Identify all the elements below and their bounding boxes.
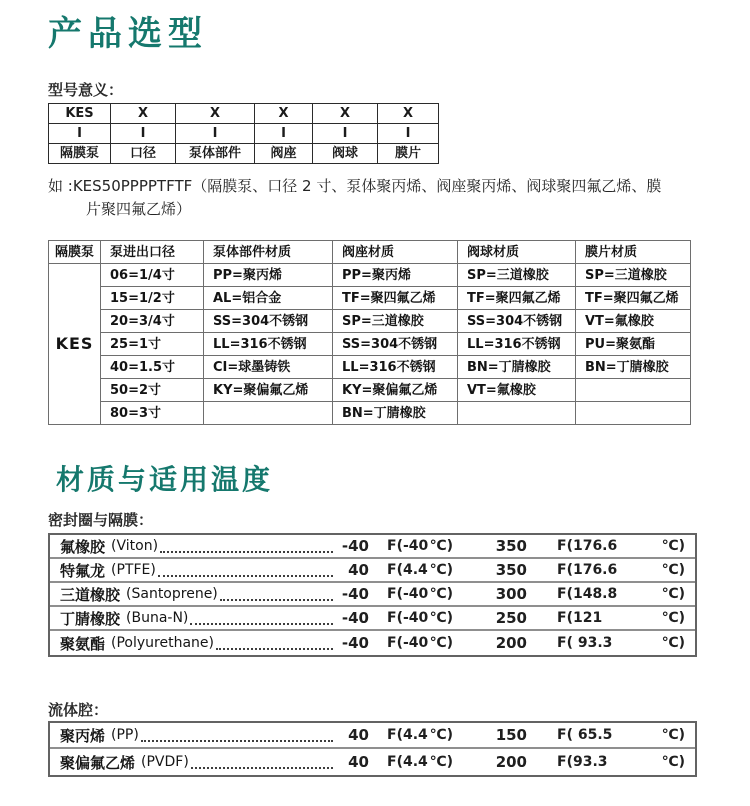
ball-material-cell: TF=聚四氟乙烯 [458,287,576,310]
temp-value: F(176.6 [557,538,618,554]
temp-unit: ℃) [429,538,453,554]
column-header-body-material: 泵体部件材质 [204,241,333,264]
model-code-cell: X [255,104,313,124]
material-name-en: (PVDF) [141,754,189,770]
connector-cell: I [313,124,378,144]
material-name-cn: 聚丙烯 [60,726,106,745]
model-code-row [49,104,439,124]
selection-row [49,402,691,425]
seal-diaphragm-label: 密封圈与隔膜： [48,511,154,529]
temp-unit: ℃) [429,754,453,770]
seat-material-cell: SS=304不锈钢 [333,333,458,356]
temp-row-viton [50,535,695,559]
fluid-temp-table [48,721,697,777]
seat-material-cell: LL=316不锈钢 [333,356,458,379]
connector-cell: I [176,124,255,144]
min-temp-f: -40 [341,609,369,627]
temp-value: F(148.8 [557,586,618,602]
model-example-line2: 片聚四氟乙烯） [86,200,192,218]
temp-unit: ℃) [429,586,453,602]
material-name-en: (PP) [111,727,139,743]
temp-value: F(-40 [387,610,429,626]
selection-row [49,379,691,402]
body-material-cell [204,402,333,425]
max-temp-f: 200 [495,634,527,652]
temp-value: F(176.6 [557,562,618,578]
min-temp-f: -40 [341,585,369,603]
seat-material-cell: TF=聚四氟乙烯 [333,287,458,310]
dot-leader [141,729,333,742]
temp-unit: ℃) [661,754,685,770]
min-temp-c [387,754,453,770]
temp-unit: ℃) [429,562,453,578]
diaphragm-material-cell: BN=丁腈橡胶 [576,356,691,379]
seal-temp-table [48,533,697,657]
temp-value: F(-40 [387,586,429,602]
diaphragm-material-cell: PU=聚氨酯 [576,333,691,356]
body-material-cell: KY=聚偏氟乙烯 [204,379,333,402]
material-name-en: (Polyurethane) [111,635,214,651]
body-material-cell: CI=球墨铸铁 [204,356,333,379]
min-temp-c [387,538,453,554]
min-temp-c [387,586,453,602]
min-temp-c [387,562,453,578]
min-temp-c [387,635,453,651]
material-name-cn: 特氟龙 [60,561,106,580]
page-title: 产品选型 [48,14,208,54]
max-temp-f: 250 [495,609,527,627]
min-temp-f: -40 [341,634,369,652]
column-header-pump: 隔膜泵 [49,241,101,264]
model-code-cell: KES [49,104,111,124]
max-temp-f: 350 [495,561,527,579]
temp-unit: ℃) [661,635,685,651]
model-code-table [48,103,439,164]
size-cell: 25=1寸 [101,333,204,356]
ball-material-cell: SS=304不锈钢 [458,310,576,333]
body-material-cell: LL=316不锈钢 [204,333,333,356]
material-name-cn: 三道橡胶 [60,585,121,604]
temp-unit: ℃) [661,562,685,578]
seat-material-cell: PP=聚丙烯 [333,264,458,287]
column-header-size: 泵进出口径 [101,241,204,264]
dot-leader [160,540,333,553]
min-temp-f: 40 [348,753,369,771]
max-temp-c [557,754,685,770]
body-material-cell: PP=聚丙烯 [204,264,333,287]
model-code-cell: X [378,104,439,124]
body-material-cell: SS=304不锈钢 [204,310,333,333]
seat-material-cell: SP=三道橡胶 [333,310,458,333]
selection-row [49,287,691,310]
temp-value: F(4.4 [387,562,428,578]
temp-row-pvdf [50,749,695,775]
min-temp-c [387,610,453,626]
temp-unit: ℃) [429,610,453,626]
max-temp-c [557,635,685,651]
field-cell: 阀球 [313,144,378,164]
seat-material-cell: KY=聚偏氟乙烯 [333,379,458,402]
model-code-cell: X [111,104,176,124]
size-cell: 15=1/2寸 [101,287,204,310]
temp-unit: ℃) [429,635,453,651]
max-temp-f: 150 [495,726,527,744]
temp-value: F(-40 [387,635,429,651]
size-cell: 06=1/4寸 [101,264,204,287]
temp-value: F(4.4 [387,754,428,770]
temp-value: F(93.3 [557,754,608,770]
material-name-en: (Buna-N) [126,610,189,626]
model-code-cell: X [313,104,378,124]
selection-row [49,264,691,287]
material-name-cn: 氟橡胶 [60,537,106,556]
column-header-diaphragm-material: 膜片材质 [576,241,691,264]
max-temp-f: 200 [495,753,527,771]
column-header-seat-material: 阀座材质 [333,241,458,264]
dot-leader [158,564,333,577]
temp-unit: ℃) [661,538,685,554]
connector-cell: I [49,124,111,144]
body-material-cell: AL=铝合金 [204,287,333,310]
temp-row-santoprene [50,583,695,607]
material-name-en: (Viton) [111,538,159,554]
model-example [48,175,708,221]
temp-row-ptfe [50,559,695,583]
field-cell: 阀座 [255,144,313,164]
fluid-chamber-label: 流体腔： [48,701,109,719]
model-meaning-label: 型号意义： [48,81,124,99]
min-temp-f: -40 [341,537,369,555]
material-name-en: (Santoprene) [126,586,218,602]
ball-material-cell: VT=氟橡胶 [458,379,576,402]
ball-material-cell: LL=316不锈钢 [458,333,576,356]
section-title-materials: 材质与适用温度 [56,463,274,496]
temp-value: F( 65.5 [557,727,613,743]
temp-value: F(4.4 [387,727,428,743]
material-name-cn: 聚偏氟乙烯 [60,753,136,772]
material-name-cn: 丁腈橡胶 [60,609,121,628]
ball-material-cell [458,402,576,425]
selection-row [49,310,691,333]
selection-header-row [49,241,691,264]
min-temp-f: 40 [348,726,369,744]
max-temp-c [557,727,685,743]
temp-row-pp [50,723,695,749]
max-temp-f: 350 [495,537,527,555]
model-example-line1: 如 :KES50PPPPTFTF（隔膜泵、口径 2 寸、泵体聚丙烯、阀座聚丙烯、阀球聚四氟乙烯、膜 [48,177,662,195]
max-temp-f: 300 [495,585,527,603]
max-temp-c [557,538,685,554]
size-cell: 50=2寸 [101,379,204,402]
series-code-cell: KES [49,264,101,425]
field-cell: 口径 [111,144,176,164]
temp-unit: ℃) [429,727,453,743]
model-field-row [49,144,439,164]
temp-unit: ℃) [661,610,685,626]
temp-value: F( 93.3 [557,635,613,651]
min-temp-f: 40 [348,561,369,579]
model-code-cell: X [176,104,255,124]
temp-unit: ℃) [661,727,685,743]
diaphragm-material-cell [576,402,691,425]
diaphragm-material-cell [576,379,691,402]
ball-material-cell: SP=三道橡胶 [458,264,576,287]
seat-material-cell: BN=丁腈橡胶 [333,402,458,425]
column-header-ball-material: 阀球材质 [458,241,576,264]
temp-unit: ℃) [661,586,685,602]
ball-material-cell: BN=丁腈橡胶 [458,356,576,379]
dot-leader [220,588,333,601]
dot-leader [190,612,333,625]
temp-row-polyurethane [50,631,695,655]
diaphragm-material-cell: VT=氟橡胶 [576,310,691,333]
material-name-en: (PTFE) [111,562,156,578]
temp-value: F(121 [557,610,603,626]
size-cell: 40=1.5寸 [101,356,204,379]
dot-leader [191,756,333,769]
material-name-cn: 聚氨酯 [60,634,106,653]
model-connector-row [49,124,439,144]
connector-cell: I [255,124,313,144]
connector-cell: I [378,124,439,144]
field-cell: 隔膜泵 [49,144,111,164]
size-cell: 80=3寸 [101,402,204,425]
diaphragm-material-cell: SP=三道橡胶 [576,264,691,287]
material-selection-table [48,240,691,425]
selection-row [49,356,691,379]
max-temp-c [557,586,685,602]
connector-cell: I [111,124,176,144]
field-cell: 膜片 [378,144,439,164]
diaphragm-material-cell: TF=聚四氟乙烯 [576,287,691,310]
max-temp-c [557,610,685,626]
dot-leader [216,637,333,650]
max-temp-c [557,562,685,578]
size-cell: 20=3/4寸 [101,310,204,333]
selection-row [49,333,691,356]
temp-row-buna-n [50,607,695,631]
field-cell: 泵体部件 [176,144,255,164]
min-temp-c [387,727,453,743]
temp-value: F(-40 [387,538,429,554]
